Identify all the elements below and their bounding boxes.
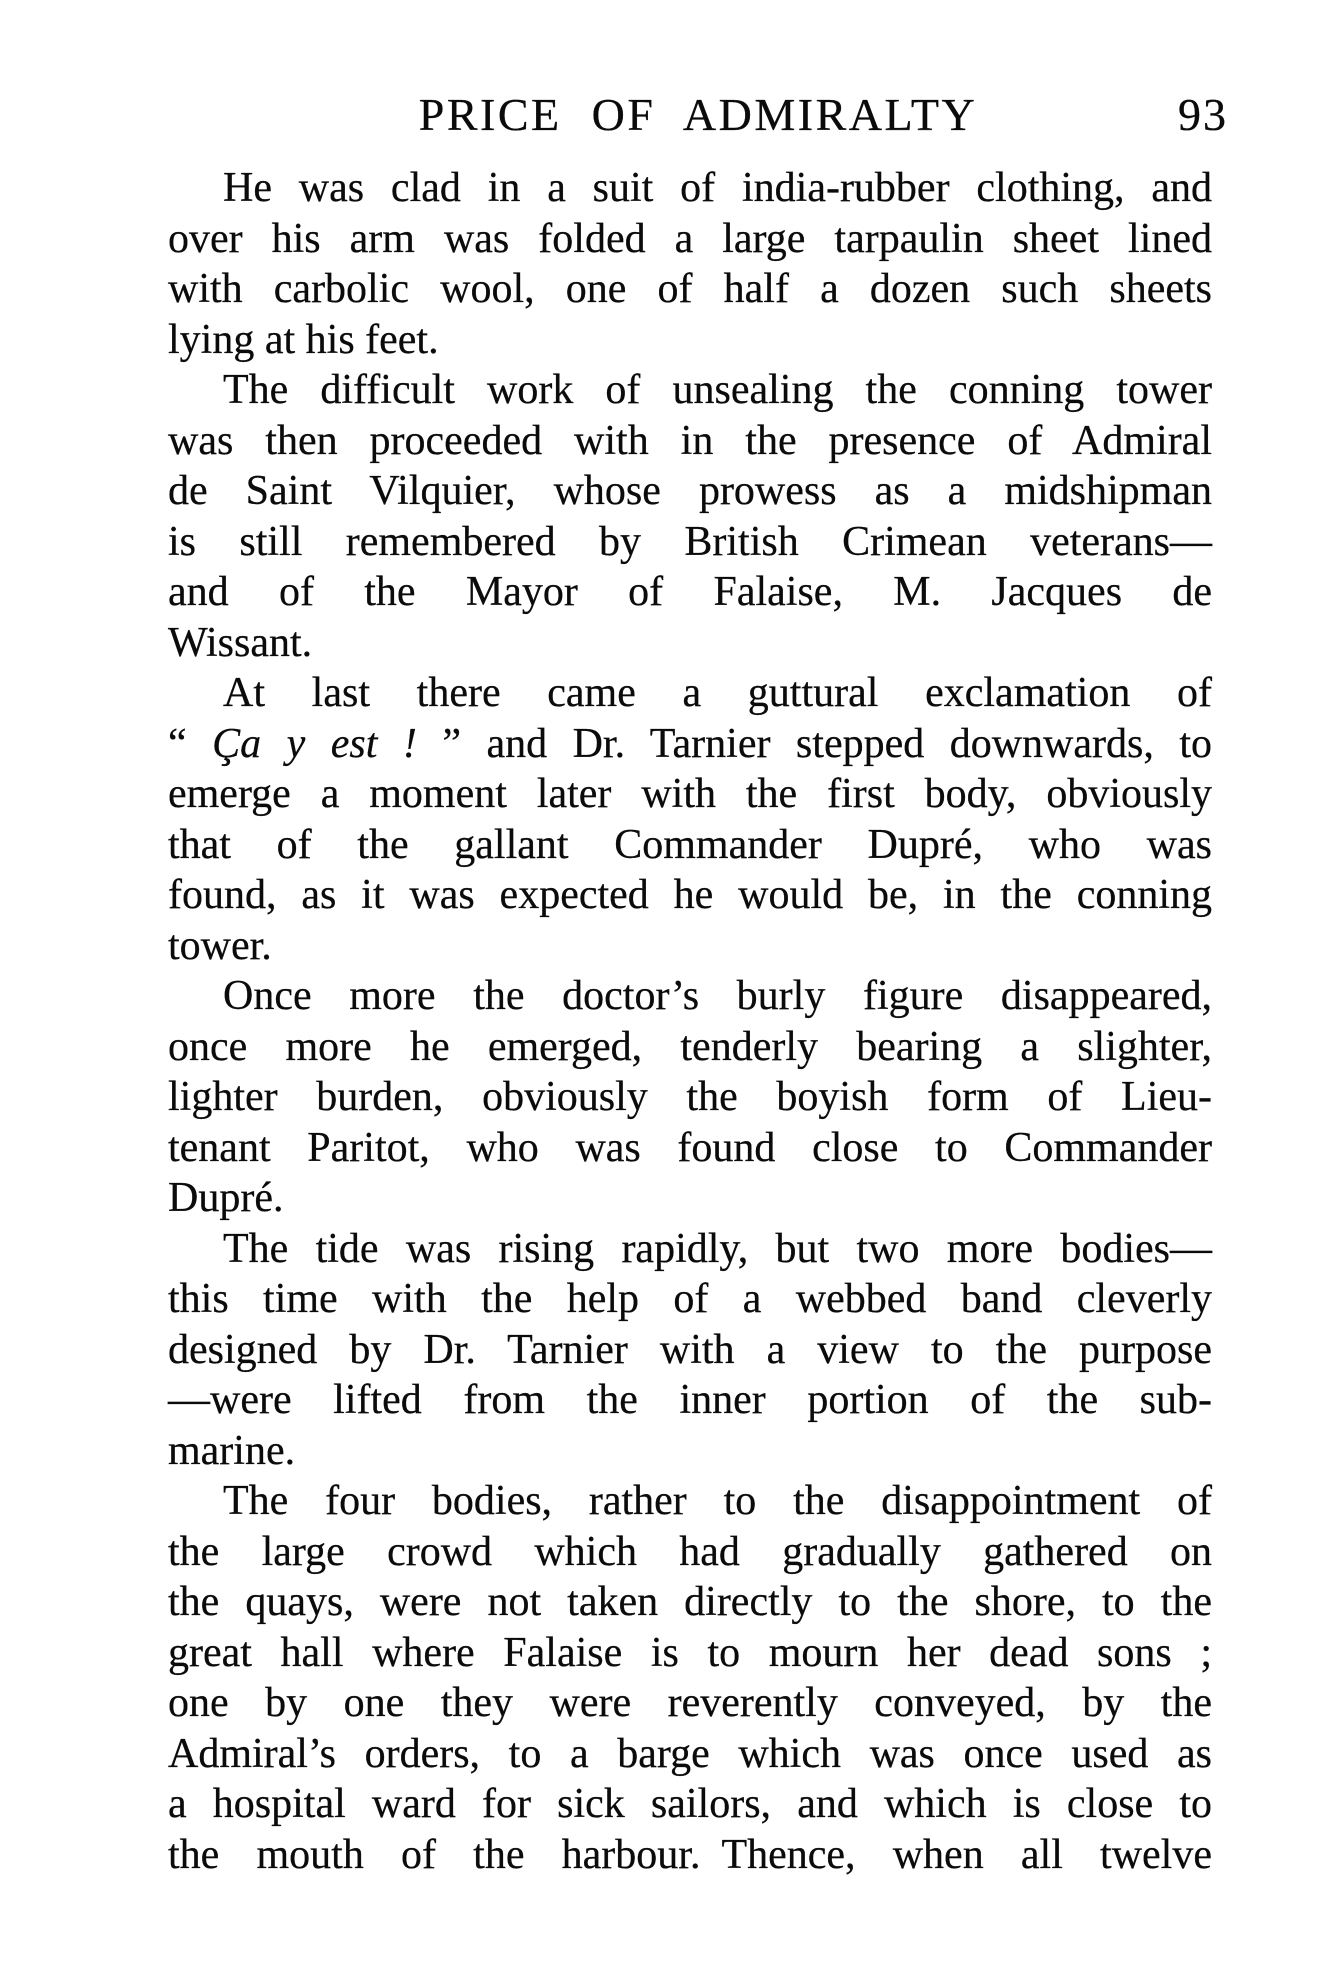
quote-open: “ — [168, 720, 213, 767]
text-line: and of the Mayor of Falaise, M. Jacques de — [168, 569, 1212, 615]
text-line: de Saint Vilquier, whose prowess as a midshipman — [168, 468, 1212, 514]
running-header — [168, 88, 1228, 146]
paragraph — [168, 163, 1212, 365]
body-text — [168, 163, 1212, 1880]
paragraph — [168, 1224, 1212, 1477]
paragraph — [168, 668, 1212, 971]
text-line: tower. — [168, 922, 272, 969]
paragraph — [168, 365, 1212, 668]
text-line: found, as it was expected he would be, in the conning — [168, 872, 1212, 918]
text-line: —were lifted from the inner portion of the sub- — [168, 1377, 1212, 1423]
text-line: The four bodies, rather to the disappointment of — [223, 1478, 1212, 1524]
text-line: emerge a moment later with the first body, obviously — [168, 771, 1212, 817]
text-line: Wissant. — [168, 619, 313, 666]
text-line: Once more the doctor’s burly figure disappeared, — [223, 973, 1212, 1019]
text-line: marine. — [168, 1427, 296, 1474]
text-line: a hospital ward for sick sailors, and which is close to — [168, 1781, 1212, 1827]
text-line: tenant Paritot, who was found close to Commander — [168, 1124, 1212, 1171]
text-line: Admiral’s orders, to a barge which was once used as — [168, 1730, 1212, 1777]
text-line: The difficult work of unsealing the conning tower — [223, 367, 1212, 413]
text-line: lying at his feet. — [168, 316, 439, 363]
text-line: once more he emerged, tenderly bearing a slighter, — [168, 1023, 1212, 1070]
text-line: the large crowd which had gradually gathered on — [168, 1528, 1212, 1575]
text-line: was then proceeded with in the presence of Admiral — [168, 417, 1212, 464]
text-line: He was clad in a suit of india-rubber clothing, and — [223, 165, 1212, 211]
running-header-title: PRICE OF ADMIRALTY — [418, 89, 978, 140]
paragraph — [168, 971, 1212, 1224]
paragraph — [168, 1476, 1212, 1880]
text-line: At last there came a guttural exclamation of — [223, 670, 1212, 716]
text-line-with-quote — [168, 719, 1212, 770]
text-line: The tide was rising rapidly, but two more bodies— — [223, 1225, 1212, 1272]
text-line: this time with the help of a webbed band cleverly — [168, 1276, 1212, 1322]
text-line: the quays, were not taken directly to the shore, to the — [168, 1579, 1212, 1625]
text-line: is still remembered by British Crimean veterans— — [168, 518, 1212, 565]
text-line: one by one they were reverently conveyed, by the — [168, 1680, 1212, 1726]
text-line: lighter burden, obviously the boyish form of Lieu- — [168, 1074, 1212, 1120]
text-line: Dupré. — [168, 1175, 284, 1221]
text-line: that of the gallant Commander Dupré, who was — [168, 821, 1212, 868]
text-line: great hall where Falaise is to mourn her dead sons ; — [168, 1629, 1212, 1676]
text-line: designed by Dr. Tarnier with a view to the purpose — [168, 1326, 1212, 1373]
french-phrase-italic: Ça y est ! — [212, 720, 443, 767]
text-after-quote: ” and Dr. Tarnier stepped downwards, to — [442, 720, 1212, 767]
text-line: over his arm was folded a large tarpaulin sheet lined — [168, 215, 1212, 262]
text-line: with carbolic wool, one of half a dozen such sheets — [168, 266, 1212, 312]
text-line: the mouth of the harbour. Thence, when all twelve — [168, 1831, 1212, 1878]
page-number: 93 — [1178, 89, 1228, 140]
